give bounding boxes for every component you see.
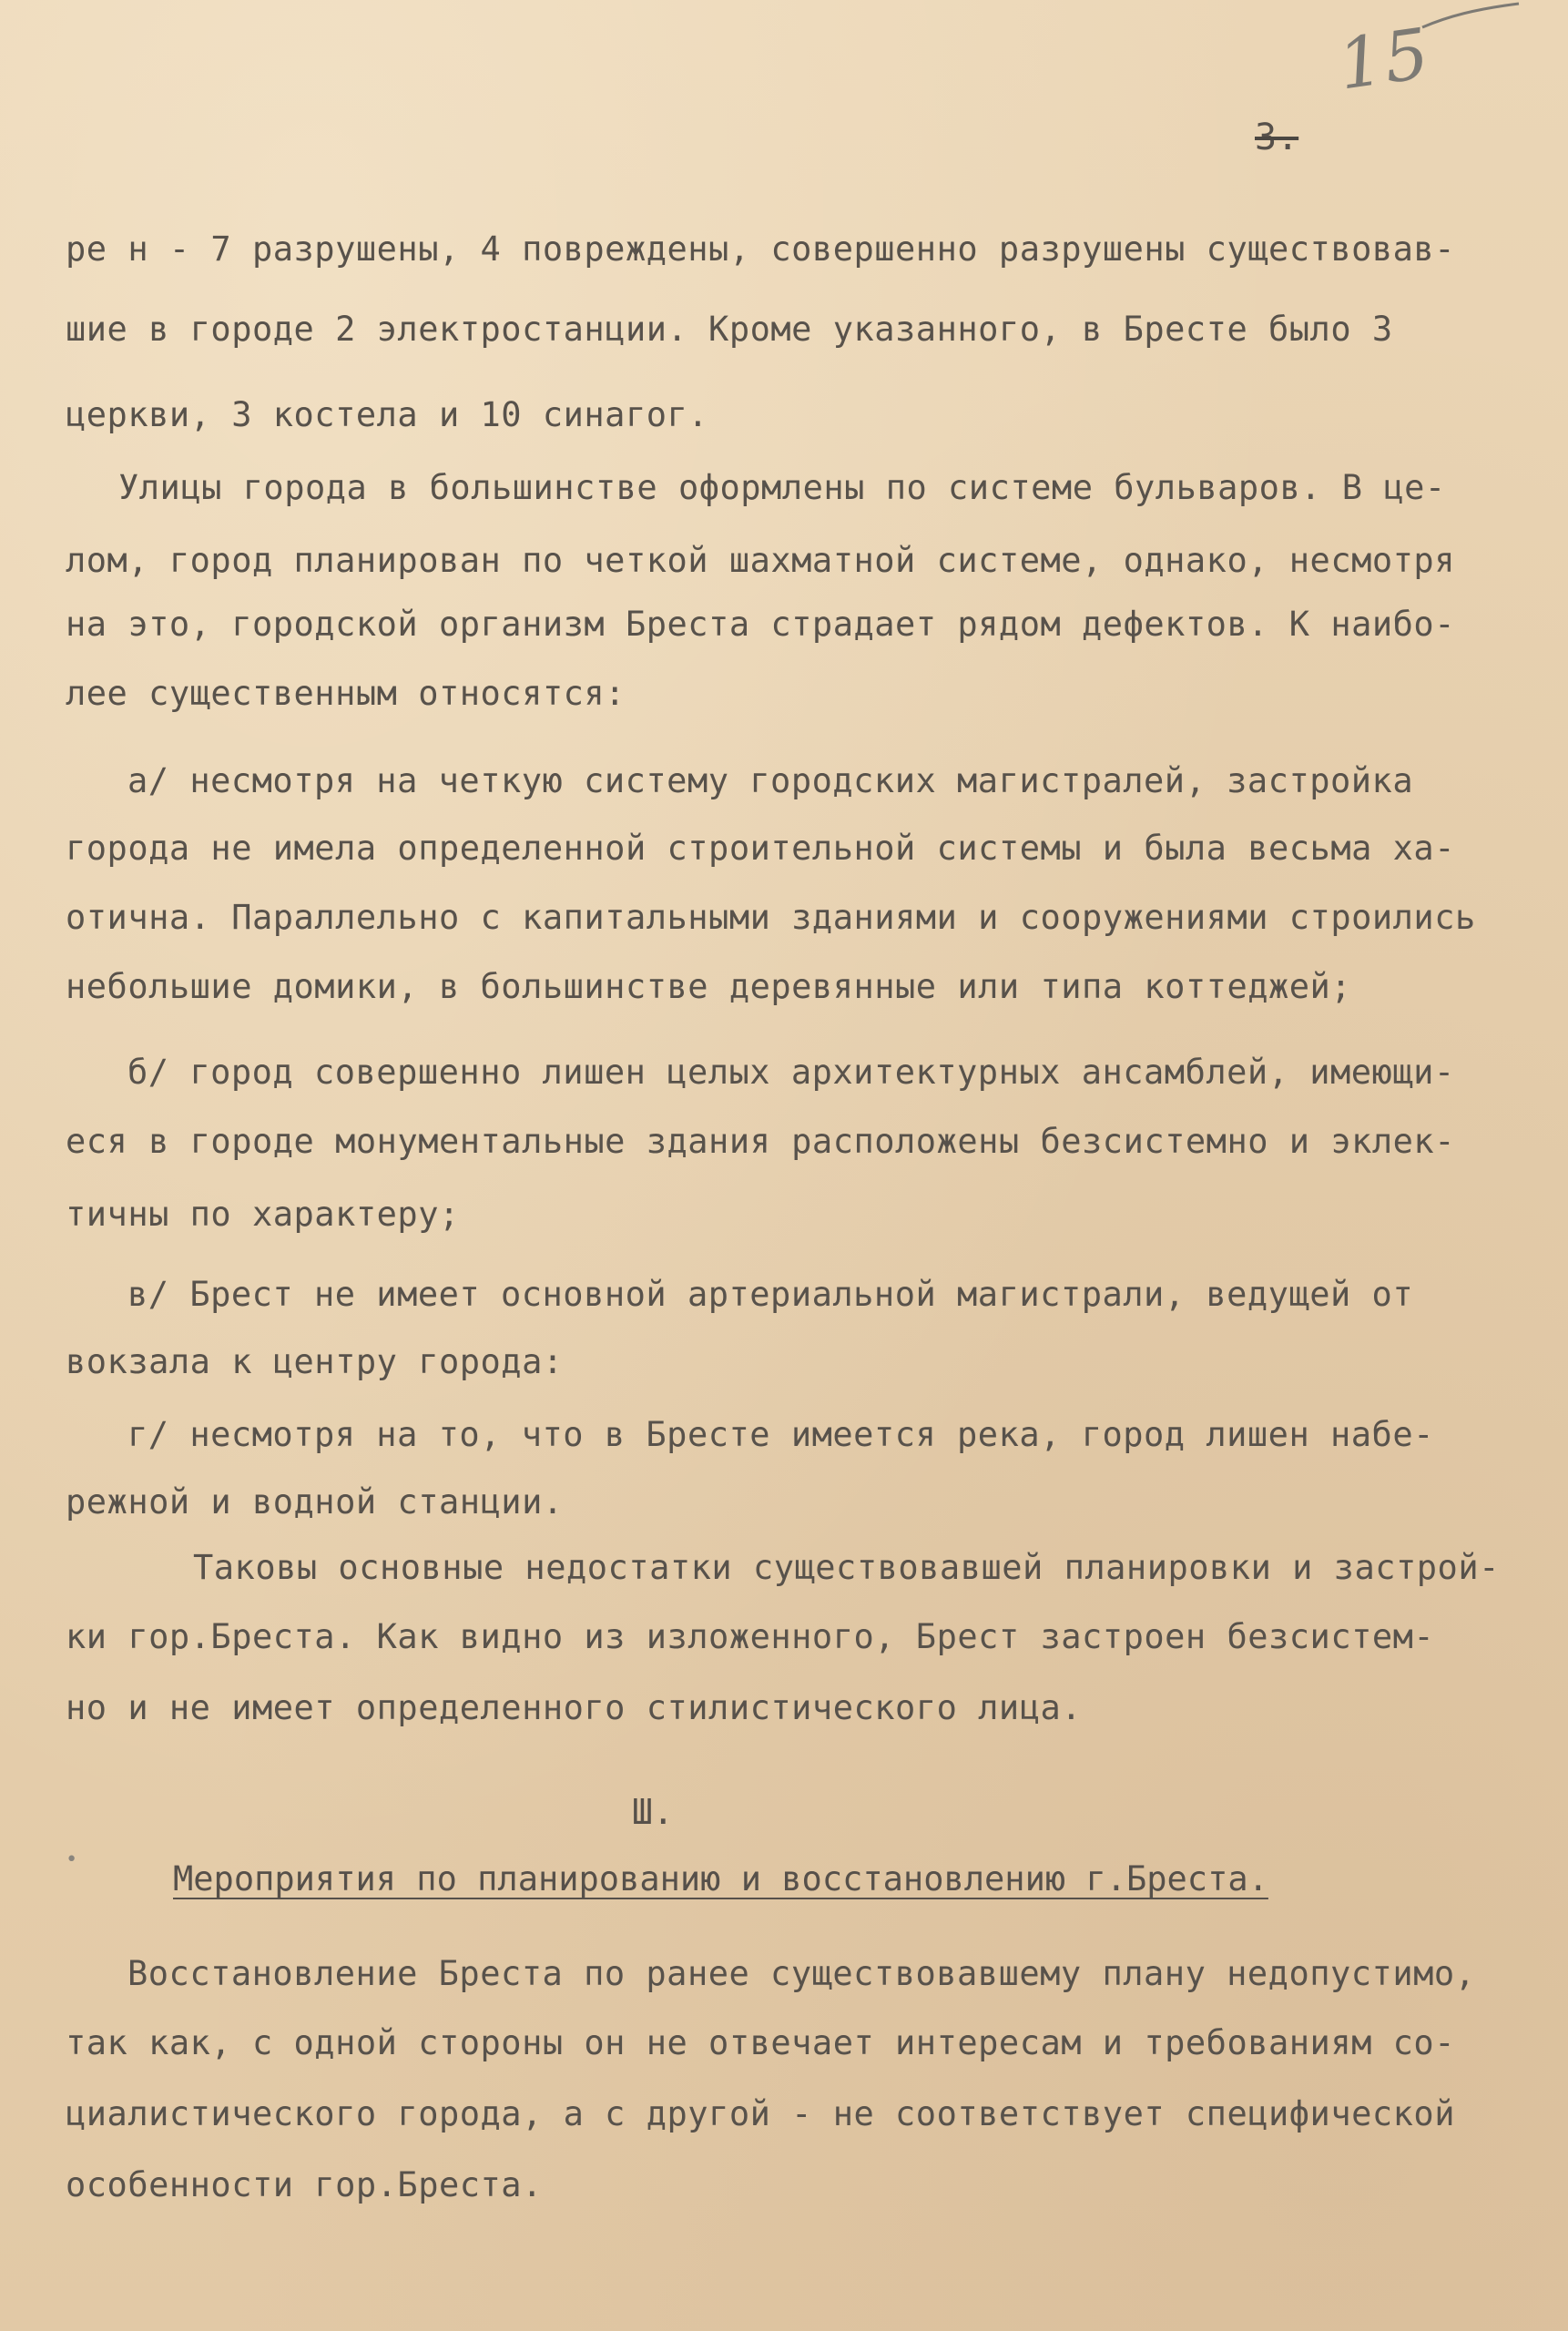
page-number: 3.: [1255, 117, 1299, 158]
text-line: на это, городской организм Бреста страдает рядом дефектов. К наибо-: [66, 605, 1455, 644]
text-line: небольшие домики, в большинстве деревянные или типа коттеджей;: [66, 967, 1352, 1006]
text-line: ки гор.Бреста. Как видно из изложенного, Брест застроен безсистем-: [66, 1617, 1435, 1656]
text-line: вокзала к центру города:: [66, 1342, 564, 1381]
text-line: Таковы основные недостатки существовавшей планировки и застрой-: [193, 1548, 1500, 1587]
archive-number-text: 15: [1333, 12, 1436, 106]
text-line: но и не имеет определенного стилистического лица.: [66, 1688, 1083, 1727]
text-line: особенности гор.Бреста.: [66, 2165, 543, 2204]
text-line: так как, с одной стороны он не отвечает интересам и требованиям со-: [66, 2023, 1455, 2062]
text-line: шие в городе 2 электростанции. Кроме указанного, в Бресте было 3: [66, 310, 1393, 349]
text-line: а/ несмотря на четкую систему городских магистралей, застройка: [127, 761, 1414, 800]
text-line: циалистического города, а с другой - не соответствует специфической: [66, 2094, 1455, 2133]
section-numeral: Ш.: [632, 1792, 674, 1832]
text-line: г/ несмотря на то, что в Бресте имеется река, город лишен набе-: [127, 1415, 1434, 1454]
text-line: б/ город совершенно лишен целых архитектурных ансамблей, имеющи-: [127, 1053, 1455, 1092]
text-line: лом, город планирован по четкой шахматной системе, однако, несмотря: [66, 541, 1455, 580]
text-line: Восстановление Бреста по ранее существовавшему плану недопустимо,: [127, 1954, 1476, 1993]
pen-stroke-icon: [1420, 0, 1521, 36]
text-line: режной и водной станции.: [66, 1482, 564, 1522]
text-line: лее существенным относятся:: [66, 674, 626, 713]
text-line: Улицы города в большинстве оформлены по системе бульваров. В це-: [118, 468, 1446, 507]
text-line: ре н - 7 разрушены, 4 повреждены, совершенно разрушены существовав-: [66, 229, 1455, 269]
archive-folio-number: [1333, 0, 1521, 118]
text-line: города не имела определенной строительной системы и была весьма ха-: [66, 829, 1455, 868]
text-line: церкви, 3 костела и 10 синагог.: [66, 395, 709, 434]
text-line: тичны по характеру;: [66, 1195, 460, 1234]
text-line: еся в городе монументальные здания расположены безсистемно и эклек-: [66, 1122, 1455, 1161]
section-heading: Мероприятия по планированию и восстановлению г.Бреста.: [173, 1859, 1268, 1898]
text-line: в/ Брест не имеет основной артериальной магистрали, ведущей от: [127, 1275, 1414, 1314]
text-line: отична. Параллельно с капитальными зданиями и сооружениями строились: [66, 898, 1476, 937]
margin-mark: •: [66, 1848, 78, 1871]
